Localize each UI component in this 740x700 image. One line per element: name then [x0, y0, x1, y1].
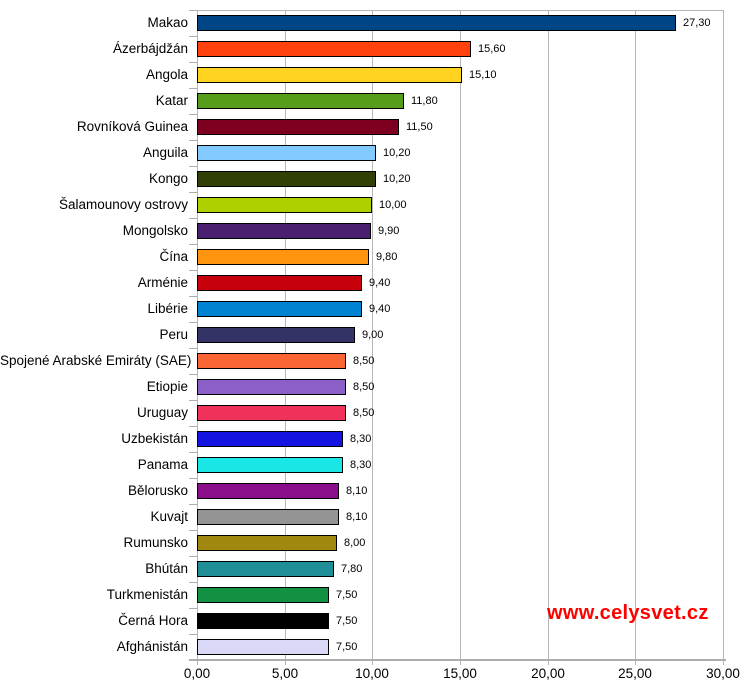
bar-label: Spojené Arabské Emiráty (SAE): [0, 353, 192, 368]
x-axis-line: [189, 659, 726, 661]
bar-value: 9,00: [362, 329, 384, 341]
bar-label: Panama: [137, 457, 188, 472]
bar-label: Afghánistán: [116, 639, 188, 654]
bar: [197, 171, 376, 187]
bar-row: [0, 244, 740, 270]
bar: [197, 197, 372, 213]
bar-value: 8,50: [353, 381, 375, 393]
bar-value: 7,50: [336, 641, 358, 653]
bar-row: [0, 192, 740, 218]
bar-row: [0, 322, 740, 348]
bar-value: 10,20: [383, 147, 411, 159]
bar-label: Čína: [159, 249, 188, 264]
bar-label: Rumunsko: [123, 535, 188, 550]
bar-row: [0, 556, 740, 582]
bar-label: Šalamounovy ostrovy: [58, 197, 188, 212]
bar: [197, 353, 346, 369]
bar-label: Ázerbájdžán: [112, 41, 188, 56]
bar-value: 8,10: [346, 485, 368, 497]
bar: [197, 431, 343, 447]
bar-label: Černá Hora: [118, 613, 188, 628]
bar-value: 9,80: [376, 251, 398, 263]
bar-label: Katar: [155, 93, 188, 108]
bar: [197, 509, 339, 525]
bar-row: [0, 166, 740, 192]
bar-row: [0, 270, 740, 296]
bar-label: Mongolsko: [122, 223, 188, 238]
bar: [197, 587, 329, 603]
watermark-link[interactable]: www.celysvet.cz: [547, 602, 709, 624]
bar-row: [0, 400, 740, 426]
bar-row: [0, 88, 740, 114]
bar: [197, 327, 355, 343]
bar-row: [0, 114, 740, 140]
bar: [197, 15, 676, 31]
bar-value: 15,60: [478, 43, 506, 55]
x-tick-label: 30,00: [706, 666, 740, 681]
bar-value: 10,20: [383, 173, 411, 185]
bar-label: Etiopie: [146, 379, 188, 394]
bar-label: Makao: [147, 15, 188, 30]
bar-value: 8,50: [353, 355, 375, 367]
bar-row: [0, 504, 740, 530]
bar-value: 8,30: [350, 433, 372, 445]
bar-label: Angola: [145, 67, 188, 82]
bar-row: [0, 62, 740, 88]
bar-row: [0, 478, 740, 504]
bar: [197, 457, 343, 473]
bar-value: 11,80: [411, 95, 438, 107]
bar-value: 7,50: [336, 615, 358, 627]
bar-row: [0, 218, 740, 244]
bar: [197, 145, 376, 161]
bar-value: 9,40: [369, 277, 391, 289]
x-tick-label: 15,00: [443, 666, 477, 681]
bar: [197, 67, 462, 83]
bar: [197, 379, 346, 395]
bar-label: Bělorusko: [127, 483, 188, 498]
bar-label: Bhútán: [145, 561, 188, 576]
bar-label: Anguila: [142, 145, 188, 160]
bar: [197, 405, 346, 421]
bar-value: 11,50: [406, 121, 433, 133]
x-tick-label: 25,00: [618, 666, 652, 681]
bar-row: [0, 36, 740, 62]
bar-label: Turkmenistán: [106, 587, 188, 602]
bar-row: [0, 452, 740, 478]
bar-value: 9,90: [378, 225, 400, 237]
bar-value: 8,00: [344, 537, 366, 549]
bar-value: 8,50: [353, 407, 375, 419]
bar-label: Peru: [159, 327, 188, 342]
bar-label: Libérie: [147, 301, 188, 316]
x-tick-label: 0,00: [183, 666, 211, 681]
bar-row: [0, 140, 740, 166]
bar-label: Kuvajt: [150, 509, 188, 524]
bar: [197, 535, 337, 551]
bar: [197, 223, 371, 239]
x-tick-label: 5,00: [271, 666, 299, 681]
bar-value: 9,40: [369, 303, 391, 315]
bar-label: Arménie: [137, 275, 188, 290]
bar: [197, 561, 334, 577]
bar-value: 15,10: [469, 69, 497, 81]
bar-label: Uzbekistán: [121, 431, 188, 446]
bar-label: Uruguay: [136, 405, 188, 420]
bar-row: [0, 426, 740, 452]
bar-row: [0, 348, 740, 374]
bar-label: Rovníková Guinea: [76, 119, 188, 134]
bar-value: 8,10: [346, 511, 368, 523]
bar: [197, 639, 329, 655]
bar-row: [0, 634, 740, 660]
bar: [197, 41, 471, 57]
bar-label: Kongo: [148, 171, 188, 186]
x-tick-label: 20,00: [531, 666, 565, 681]
bar: [197, 249, 369, 265]
bar: [197, 483, 339, 499]
bar-row: [0, 10, 740, 36]
bar: [197, 275, 362, 291]
bar-value: 8,30: [350, 459, 372, 471]
bar-row: [0, 296, 740, 322]
bar-value: 7,50: [336, 589, 358, 601]
bar-value: 7,80: [341, 563, 363, 575]
bar-row: [0, 530, 740, 556]
bar: [197, 301, 362, 317]
bar: [197, 93, 404, 109]
bar-value: 10,00: [379, 199, 407, 211]
bar: [197, 119, 399, 135]
bar-value: 27,30: [683, 17, 711, 29]
x-tick-label: 10,00: [355, 666, 389, 681]
bar: [197, 613, 329, 629]
bar-row: [0, 374, 740, 400]
